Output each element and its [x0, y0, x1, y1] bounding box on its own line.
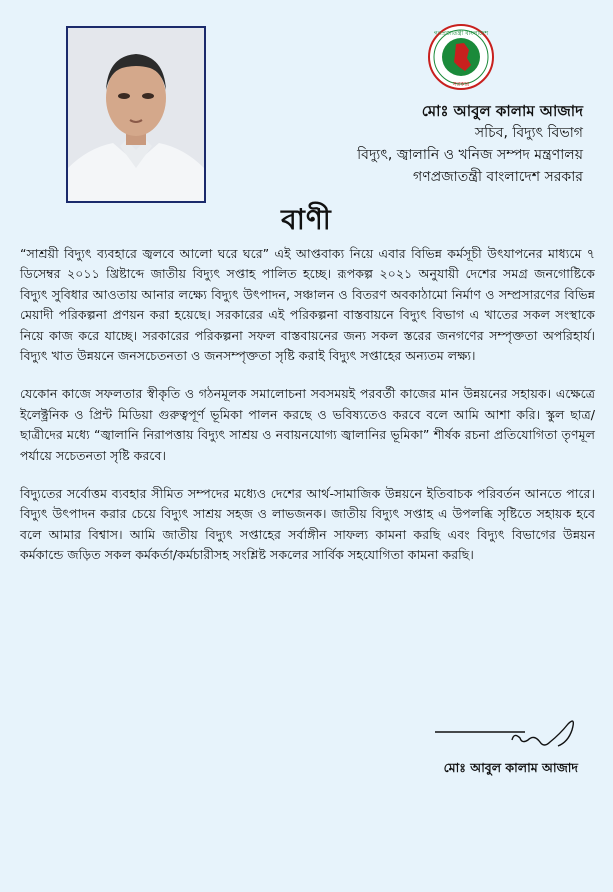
signatory-header: [283, 100, 583, 188]
emblem-top-text: গণপ্রজাতন্ত্রী বাংলাদেশ: [433, 30, 489, 37]
signatory-government: গণপ্রজাতন্ত্রী বাংলাদেশ সরকার: [413, 169, 583, 185]
signatory-ministry: বিদ্যুৎ, জ্বালানি ও খনিজ সম্পদ মন্ত্রণালয়: [357, 147, 583, 163]
portrait-photo: [66, 26, 206, 203]
closing-signatory-name: মোঃ আবুল কালাম আজাদ: [443, 760, 578, 775]
government-emblem: [428, 24, 494, 90]
message-paragraph: বিদ্যুতের সর্বোত্তম ব্যবহার সীমিত সম্পদের মধ্যেও দেশের আর্থ-সামাজিক উন্নয়নে ইতিবাচক পরিবর্তন আনতে পারে। বিদ্যুৎ উৎপাদন করার চেয়ে বিদ্যুৎ সাশ্রয় সহজ ও লাভজনক। জাতীয় বিদ্যুৎ সপ্তাহ এ উপলব্ধি সৃষ্টিতে সহায়ক হবে বলে আমার বিশ্বাস। আমি জাতীয় বিদ্যুৎ সপ্তাহের সর্বাঙ্গীন সাফল্য কামনা করছি এবং বিদ্যুৎ বিভাগের উন্নয়ন কর্মকান্ডে জড়িত সকল কর্মকর্তা/কর্মচারীসহ সংশ্লিষ্ট সকলের সার্বিক সহযোগিতা কামনা করছি।: [20, 486, 595, 563]
handwritten-signature: [430, 712, 580, 752]
portrait-image: [68, 28, 204, 201]
message-body: [20, 244, 595, 584]
government-seal-icon: [428, 24, 494, 90]
signatory-name: মোঃ আবুল কালাম আজাদ: [421, 102, 583, 120]
emblem-bottom-text: সরকার: [452, 81, 470, 88]
signature-mark: [430, 712, 580, 752]
message-title: বাণী: [281, 203, 332, 236]
signatory-designation: সচিব, বিদ্যুৎ বিভাগ: [474, 125, 583, 141]
message-paragraph: “সাশ্রয়ী বিদ্যুৎ ব্যবহারে জ্বলবে আলো ঘরে ঘরে” এই আপ্তবাক্য নিয়ে এবার বিভিন্ন কর্মসূচী উৎযাপনের মাধ্যমে ৭ ডিসেম্বর ২০১১ খ্রিষ্টাব্দে জাতীয় বিদ্যুৎ সপ্তাহ পালিত হচ্ছে। রূপকল্প ২০২১ অনুযায়ী দেশের সমগ্র জনগোষ্টিকে বিদ্যুৎ সুবিধার আওতায় আনার লক্ষ্যে বিদ্যুৎ উৎপাদন, সঞ্চালন ও বিতরণ অবকাঠামো নির্মাণ ও সম্প্রসারণের বিভিন্ন মেয়াদী পরিকল্পনা প্রণয়ন করা হয়েছে। সরকারের এই পরিকল্পনা বাস্তবায়নে বিদ্যুৎ বিভাগ এ খাতের সকল সংস্থাকে নিয়ে কাজ করে যাচ্ছে। সরকারের পরিকল্পনা সফল বাস্তবায়নের জন্য সকল স্তরের জনগণের সম্পৃক্ততা অপরিহার্য। বিদ্যুৎ খাত উন্নয়নে জনসচেতনতা ও জনসম্পৃক্ততা সৃষ্টি করাই বিদ্যুৎ সপ্তাহের অন্যতম লক্ষ্য।: [20, 246, 596, 364]
message-paragraph: যেকোন কাজে সফলতার স্বীকৃতি ও গঠনমূলক সমালোচনা সবসময়ই পরবর্তী কাজের মান উন্নয়নের সহায়ক। এক্ষেত্রে ইলেক্ট্রনিক ও প্রিন্ট মিডিয়া গুরুত্বপূর্ণ ভূমিকা পালন করছে ও ভবিষ্যতেও করবে বলে আমি আশা করি। স্কুল ছাত্র/ছাত্রীদের মধ্যে “জ্বালানি নিরাপত্তায় বিদ্যুৎ সাশ্রয় ও নবায়নযোগ্য জ্বালানির ভূমিকা” শীর্ষক রচনা প্রতিযোগিতা তৃণমূল পর্যায়ে সচেতনতা সৃষ্টি করবে।: [20, 386, 595, 463]
